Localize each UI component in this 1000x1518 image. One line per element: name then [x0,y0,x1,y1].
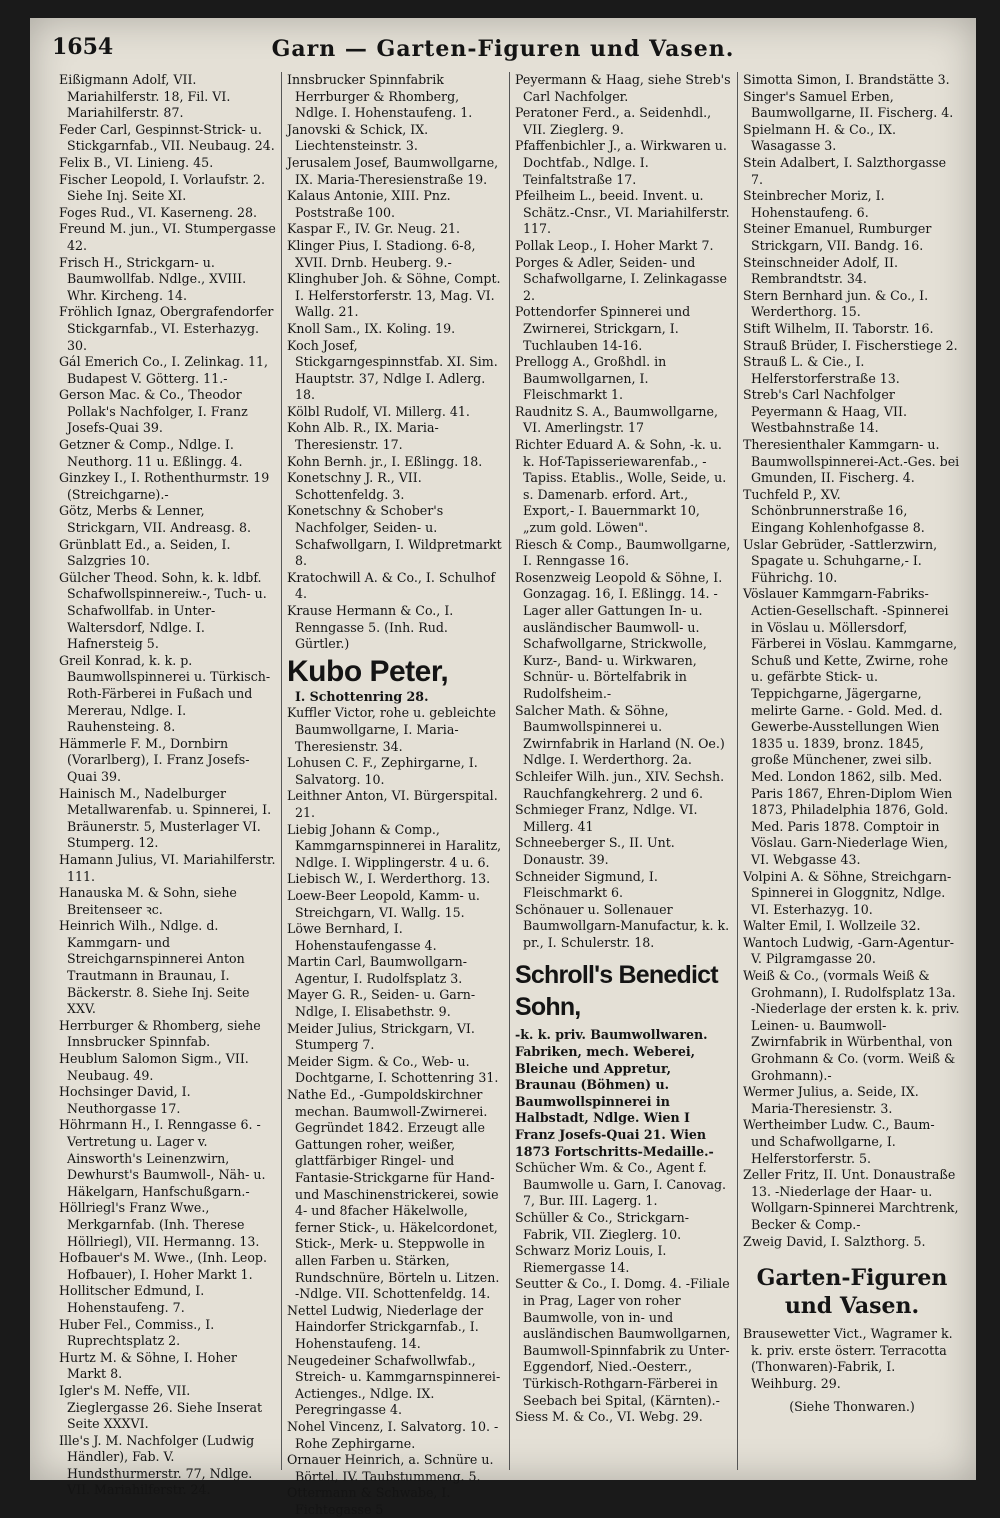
directory-entry: Steinbrecher Moriz, I. Hohenstaufeng. 6. [743,188,885,220]
directory-entry: Hollitscher Edmund, I. Hohenstaufeng. 7. [59,1283,205,1315]
directory-entry: Fischer Leopold, I. Vorlaufstr. 2. Siehe Inj. Seite XI. [59,171,266,204]
directory-entry: Zweig David, I. Salzthorg. 5. [743,1233,926,1249]
directory-entry: Salcher Math. & Söhne, Baumwollspinnerei u. Zwirnfabrik in Harland (N. Oe.) Ndlge. I. Werderthorg. 2a. [515,702,725,768]
directory-entry: Koch Josef, Stickgarngespinnstfab. XI. Sim. Hauptstr. 37, Ndlge I. Adlerg. 18. [287,337,498,403]
directory-entry: Raudnitz S. A., Baumwollgarne, VI. Amerlingstr. 17 [515,403,718,436]
directory-entry: Ottermann & Schwabe, I. Fichtegasse 5 [287,1485,451,1517]
directory-entry: Peratoner Ferd., a. Seidenhdl., VII. Zieglerg. 9. [515,105,712,137]
directory-entry: Simotta Simon, I. Brandstätte 3. [743,72,950,87]
directory-entry: Schücher Wm. & Co., Agent f. Baumwolle u. Garn, I. Canovag. 7, Bur. III. Lagerg. 1. [515,1160,727,1209]
directory-entry: Streb's Carl Nachfolger Peyermann & Haag, VII. Westbahnstraße 14. [743,387,907,436]
directory-entry: Nohel Vincenz, I. Salvatorg. 10. -Rohe Zephirgarne. [287,1418,499,1451]
directory-entry: Loew-Beer Leopold, Kamm- u. Streichgarn, VI. Wallg. 15. [287,887,480,920]
directory-entry: Hanauska M. & Sohn, siehe Breitenseer ꝛc. [59,885,237,917]
directory-entry: Brausewetter Vict., Wagramer k. k. priv. erste österr. Terracotta (Thonwaren)-Fabrik, I. Weihburg. 29. [743,1326,953,1391]
directory-entry: Meider Sigm. & Co., Web- u. Dochtgarne, I. Schottenring 31. [287,1053,499,1086]
directory-entry: Hochsinger David, I. Neuthorgasse 17. [59,1084,191,1116]
directory-entry: Wantoch Ludwig, -Garn-Agentur- V. Pilgramgasse 20. [743,934,955,967]
directory-entry: Konetschny & Schober's Nachfolger, Seiden- u. Schafwollgarn, I. Wildpretmarkt 8. [287,503,502,569]
directory-entry: Innsbrucker Spinnfabrik Herrburger & Rhomberg, Ndlge. I. Hohenstaufeng. 1. [287,72,473,121]
directory-entry: Tuchfeld P., XV. Schönbrunnerstraße 16, Eingang Kohlenhofgasse 8. [743,486,925,536]
directory-entry: Gerson Mac. & Co., Theodor Pollak's Nachfolger, I. Franz Josefs-Quai 39. [59,387,248,436]
directory-entry: Vöslauer Kammgarn-Fabriks-Actien-Gesellschaft. -Spinnerei in Vöslau u. Möllersdorf, Färberei in Vöslau. Kammgarne, Schuß und Kette, Zwirne, rohe u. gefärbte Stick- u. Teppichgarne, Jägergarne, melirte Garne. - Gold. Med. d. Gewerbe-Ausstellungen Wien 1835 u. 1839, bronz. 1845, große Münchener, zwei silb. Med. London 1862, silb. Med. Paris 1867, Ehren-Diplom Wien 1873, Philadelphia 1876, Gold. Med. Paris 1878. Comptoir in Vöslau. Garn-Niederlage Wien, VI. Webgasse 43. [743,586,958,867]
column-1 [54,72,282,1498]
column-2 [282,72,510,1517]
directory-entry: Krause Hermann & Co., I. Renngasse 5. (Inh. Rud. Gürtler.) [287,603,454,652]
columns [54,72,966,1517]
advert-body: -k. k. priv. Baumwollwaren. Fabriken, mech. Weberei, Bleiche und Appretur, Braunau (Böhmen) u. Baumwollspinnerei in Halbstadt, Ndlge. Wien I Franz Josefs-Quai 21. Wien 1873 Fortschritts-Medaille.- [515,1027,714,1159]
directory-entry: Eißigmann Adolf, VII. Mariahilferstr. 18, Fil. VI. Mariahilferstr. 87. [59,72,231,121]
directory-entry: Pollak Leop., I. Hoher Markt 7. [515,237,714,253]
directory-entry: Klinghuber Joh. & Söhne, Compt. I. Helferstorferstr. 13, Mag. VI. Wallg. 21. [287,271,501,320]
directory-entry: Getzner & Comp., Ndlge. I. Neuthorg. 11 u. Eßlingg. 4. [59,437,243,469]
directory-entry: Höhrmann H., I. Renngasse 6. -Vertretung u. Lager v. Ainsworth's Leinenzwirn, Dewhurst's Baumwoll-, Näh- u. Häkelgarn, Hanfschußgarn.- [59,1117,266,1199]
directory-entry: Hamann Julius, VI. Mariahilferstr. 111. [59,851,276,884]
directory-entry: Felix B., VI. Linieng. 45. [59,154,214,170]
directory-entry: Konetschny J. R., VII. Schottenfeldg. 3. [287,470,422,502]
directory-entry: Stern Bernhard jun. & Co., I. Werderthorg. 15. [743,287,929,320]
directory-entry: Heinrich Wilh., Ndlge. d. Kammgarn- und Streichgarnspinnerei Anton Trautmann in Braunau, I. Bäckerstr. 8. Siehe Inj. Seite XXV. [59,918,250,1017]
directory-entry: Ginzkey I., I. Rothenthurmstr. 19 (Streichgarne).- [59,470,270,502]
directory-entry: Kohn Alb. R., IX. Maria-Theresienstr. 17. [287,420,439,453]
directory-entry: Riesch & Comp., Baumwollgarne, I. Renngasse 16. [515,536,731,569]
directory-entry: Theresienthaler Kammgarn- u. Baumwollspinnerei-Act.-Ges. bei Gmunden, II. Fischerg. 4. [743,437,960,486]
directory-entry: Richter Eduard A. & Sohn, -k. u. k. Hof-Tapisseriewarenfab., -Tapiss. Etablis., Wolle, Seide, u. s. Damenarb. erford. Art., Export,- I. Bauernmarkt 10, „zum gold. Löwen". [515,437,727,536]
cross-reference-note: (Siehe Thonwaren.) [789,1398,915,1414]
directory-entry: Schleifer Wilh. jun., XIV. Sechsh. Rauchfangkehrerg. 2 und 6. [515,768,725,801]
advert-heading: Kubo Peter, [287,654,449,688]
directory-entry: Ornauer Heinrich, a. Schnüre u. Börtel, IV. Taubstummeng. 5. [287,1452,494,1484]
directory-entry: Kölbl Rudolf, VI. Millerg. 41. [287,403,470,419]
directory-entry: Meider Julius, Strickgarn, VI. Stumperg 7. [287,1020,475,1053]
directory-entry: Feder Carl, Gespinnst-Strick- u. Stickgarnfab., VII. Neubaug. 24. [59,121,275,154]
directory-entry: Wertheimber Ludw. C., Baum- und Schafwollgarne, I. Helferstorferstr. 5. [743,1117,935,1166]
directory-entry: Löwe Bernhard, I. Hohenstaufengasse 4. [287,921,437,953]
advert-title: Schroll's Benedict Sohn, [515,961,718,1022]
directory-entry: Seutter & Co., I. Domg. 4. -Filiale in Prag, Lager von roher Baumwolle, von in- und ausländischen Baumwollgarnen, Baumwoll-Spinnfabrik zu Unter-Eggendorf, Nied.-Oesterr., Türkisch-Rothgarn-Färberei in Seebach bei Spital, (Kärnten).- [515,1276,731,1408]
directory-entry: Lohusen C. F., Zephirgarne, I. Salvatorg. 10. [287,755,478,787]
directory-entry: Schneider Sigmund, I. Fleischmarkt 6. [515,868,658,901]
directory-entry: Ille's J. M. Nachfolger (Ludwig Händler), Fab. V. Hundsthurmerstr. 77, Ndlge. VII. Mariahilferstr. 24. [59,1432,255,1498]
directory-entry: Singer's Samuel Erben, Baumwollgarne, II. Fischerg. 4. [743,88,954,121]
directory-entry: Uslar Gebrüder, -Sattlerzwirn, Spagate u. Schuhgarne,- I. Führichg. 10. [743,536,938,585]
directory-entry: Strauß Brüder, I. Fischerstiege 2. [743,337,958,353]
directory-entry: Liebig Johann & Comp., Kammgarnspinnerei in Haralitz, Ndlge. I. Wipplingerstr. 4 u. 6. [287,821,502,870]
directory-entry: Knoll Sam., IX. Koling. 19. [287,320,456,336]
directory-entry: Schmieger Franz, Ndlge. VI. Millerg. 41 [515,802,698,834]
directory-entry: Spielmann H. & Co., IX. Wasagasse 3. [743,121,897,154]
directory-entry: Prellogg A., Großhdl. in Baumwollgarnen, I. Fleischmarkt 1. [515,354,667,403]
directory-entry: Liebisch W., I. Werderthorg. 13. [287,871,491,887]
directory-entry: Igler's M. Neffe, VII. Zieglergasse 26. Siehe Inserat Seite XXXVI. [59,1382,263,1432]
directory-entry: Weiß & Co., (vormals Weiß & Grohmann), I. Rudolfsplatz 13a. -Niederlage der ersten k. k. priv. Leinen- u. Baumwoll-Zwirnfabrik in Würbenthal, von Grohmann & Co. (vorm. Weiß & Grohmann).- [743,968,960,1083]
directory-entry: Hurtz M. & Söhne, I. Hoher Markt 8. [59,1349,237,1382]
directory-entry: Hainisch M., Nadelburger Metallwarenfab. u. Spinnerei, I. Bräunerstr. 5, Musterlager VI. Stumperg. 12. [59,785,272,851]
page-number: 1654 [52,34,114,60]
directory-entry: Kalaus Antonie, XIII. Pnz. Poststraße 100. [287,188,451,220]
directory-entry: Huber Fel., Commiss., I. Ruprechtsplatz 2. [59,1316,215,1349]
directory-entry: Peyermann & Haag, siehe Streb's Carl Nachfolger. [515,72,731,104]
directory-entry: Gülcher Theod. Sohn, k. k. ldbf. Schafwollspinnereiw.-, Tuch- u. Schafwollfab. in Unter-Waltersdorf, Ndlge. I. Hafnersteig 5. [59,569,267,652]
directory-entry: Nathe Ed., -Gumpoldskirchner mechan. Baumwoll-Zwirnerei. Gegründet 1842. Erzeugt alle Gattungen roher, weißer, glattfärbiger Ringel- und Fantasie-Strickgarne für Hand- und Maschinenstrickerei, sowie 4- und 8facher Häkelwolle, ferner Stick-, u. Häkelcordonet, Stick-, Merk- u. Steppwolle in allen Farben u. Stärken, Rundschnüre, Börteln u. Litzen. -Ndlge. VII. Schottenfeldg. 14. [287,1087,500,1302]
directory-entry: Stift Wilhelm, II. Taborstr. 16. [743,320,934,336]
directory-entry: Jerusalem Josef, Baumwollgarne, IX. Maria-Theresienstraße 19. [287,154,499,187]
directory-entry: Schönauer u. Sollenauer Baumwollgarn-Manufactur, k. k. pr., I. Schulerstr. 18. [515,901,730,950]
directory-entry: Pottendorfer Spinnerei und Zwirnerei, Strickgarn, I. Tuchlauben 14-16. [515,304,691,353]
directory-page [30,18,976,1517]
directory-entry: Rosenzweig Leopold & Söhne, I. Gonzagag. 16, I. Eßlingg. 14. -Lager aller Gattungen In- u. ausländischer Baumwoll- u. Schafwollgarne, Strickwolle, Kurz-, Band- u. Wirkwaren, Schnür- u. Börtelfabrik in Rudolfsheim.- [515,569,723,701]
directory-entry: Martin Carl, Baumwollgarn-Agentur, I. Rudolfsplatz 3. [287,954,468,986]
directory-entry: Kuffler Victor, rohe u. gebleichte Baumwollgarne, I. Maria-Theresienstr. 34. [287,705,496,754]
directory-entry: Heublum Salomon Sigm., VII. Neubaug. 49. [59,1051,249,1083]
directory-entry: Kohn Bernh. jr., I. Eßlingg. 18. [287,453,483,469]
directory-entry: Grünblatt Ed., a. Seiden, I. Salzgries 10. [59,536,231,569]
directory-entry: Stein Adalbert, I. Salzthorgasse 7. [743,154,947,187]
directory-entry: Fröhlich Ignaz, Obergrafendorfer Stickgarnfab., VI. Esterhazyg. 30. [59,304,274,353]
directory-entry: Frisch H., Strickgarn- u. Baumwollfab. Ndlge., XVIII. Whr. Kircheng. 14. [59,254,247,303]
directory-entry: Hämmerle F. M., Dornbirn (Vorarlberg), I. Franz Josefs-Quai 39. [59,735,250,784]
directory-entry: Klinger Pius, I. Stadiong. 6-8, XVII. Drnb. Heuberg. 9.- [287,237,476,270]
directory-entry: Pfaffenbichler J., a. Wirkwaren u. Dochtfab., Ndlge. I. Teinfaltstraße 17. [515,138,727,187]
column-3 [510,72,738,1470]
directory-entry: Zeller Fritz, II. Unt. Donaustraße 13. -Niederlage der Haar- u. Wollgarn-Spinnerei Marchtrenk, Becker & Comp.- [743,1167,959,1232]
directory-entry: Kaspar F., IV. Gr. Neug. 21. [287,221,461,237]
advert-address: I. Schottenring 28. [295,688,429,704]
directory-entry: Siess M. & Co., VI. Webg. 29. [515,1409,703,1425]
directory-entry: Walter Emil, I. Wollzeile 32. [743,918,921,934]
directory-entry: Freund M. jun., VI. Stumpergasse 42. [59,221,276,253]
directory-entry: Foges Rud., VI. Kaserneng. 28. [59,204,257,220]
directory-entry: Porges & Adler, Seiden- und Schafwollgarne, I. Zelinkagasse 2. [515,254,727,303]
directory-entry: Höllriegl's Franz Wwe., Merkgarnfab. (Inh. Therese Höllriegl), VII. Hermanng. 13. [59,1200,260,1249]
directory-entry: Volpini A. & Söhne, Streichgarn-Spinnerei in Gloggnitz, Ndlge. VI. Esterhazyg. 10. [743,868,952,917]
directory-entry: Gál Emerich Co., I. Zelinkag. 11, Budapest V. Götterg. 11.- [59,354,268,386]
column-4 [738,72,966,1470]
directory-entry: Greil Konrad, k. k. p. Baumwollspinnerei u. Türkisch-Roth-Färberei in Fußach und Mererau, Ndlge. I. Rauhensteing. 8. [59,652,271,735]
page-header [44,32,962,68]
directory-entry: Leithner Anton, VI. Bürgerspital. 21. [287,788,498,820]
page-title: Garn — Garten-Figuren und Vasen. [271,36,735,62]
directory-entry: Schüller & Co., Strickgarn-Fabrik, VII. Zieglerg. 10. [515,1210,690,1242]
directory-entry: Steinschneider Adolf, II. Rembrandtstr. 34. [743,254,898,287]
directory-entry: Herrburger & Rhomberg, siehe Innsbrucker Spinnfab. [59,1017,261,1050]
section-heading: Garten-Figuren und Vasen. [756,1265,948,1320]
directory-entry: Kratochwill A. & Co., I. Schulhof 4. [287,569,496,602]
directory-entry: Neugedeiner Schafwollwfab., Streich- u. Kammgarnspinnerei-Actienges., Ndlge. IX. Peregringasse 4. [287,1352,501,1418]
directory-entry: Nettel Ludwig, Niederlage der Haindorfer Strickgarnfab., I. Hohenstaufeng. 14. [287,1302,484,1351]
directory-entry: Schwarz Moriz Louis, I. Riemergasse 14. [515,1243,667,1275]
directory-entry: Pfeilheim L., beeid. Invent. u. Schätz.-Cnsr., VI. Mariahilferstr. 117. [515,188,730,237]
directory-entry: Steiner Emanuel, Rumburger Strickgarn, VII. Bandg. 16. [743,221,932,253]
directory-entry: Strauß L. & Cie., I. Helferstorferstraße 13. [743,354,900,386]
directory-entry: Götz, Merbs & Lenner, Strickgarn, VII. Andreasg. 8. [59,503,251,536]
directory-entry: Schneeberger S., II. Unt. Donaustr. 39. [515,835,675,867]
directory-entry: Hofbauer's M. Wwe., (Inh. Leop. Hofbauer), I. Hoher Markt 1. [59,1250,267,1282]
directory-entry: Janovski & Schick, IX. Liechtensteinstr. 3. [287,121,429,154]
directory-entry: Wermer Julius, a. Seide, IX. Maria-Theresienstr. 3. [743,1084,919,1116]
directory-entry: Mayer G. R., Seiden- u. Garn-Ndlge, I. Elisabethstr. 9. [287,987,476,1020]
